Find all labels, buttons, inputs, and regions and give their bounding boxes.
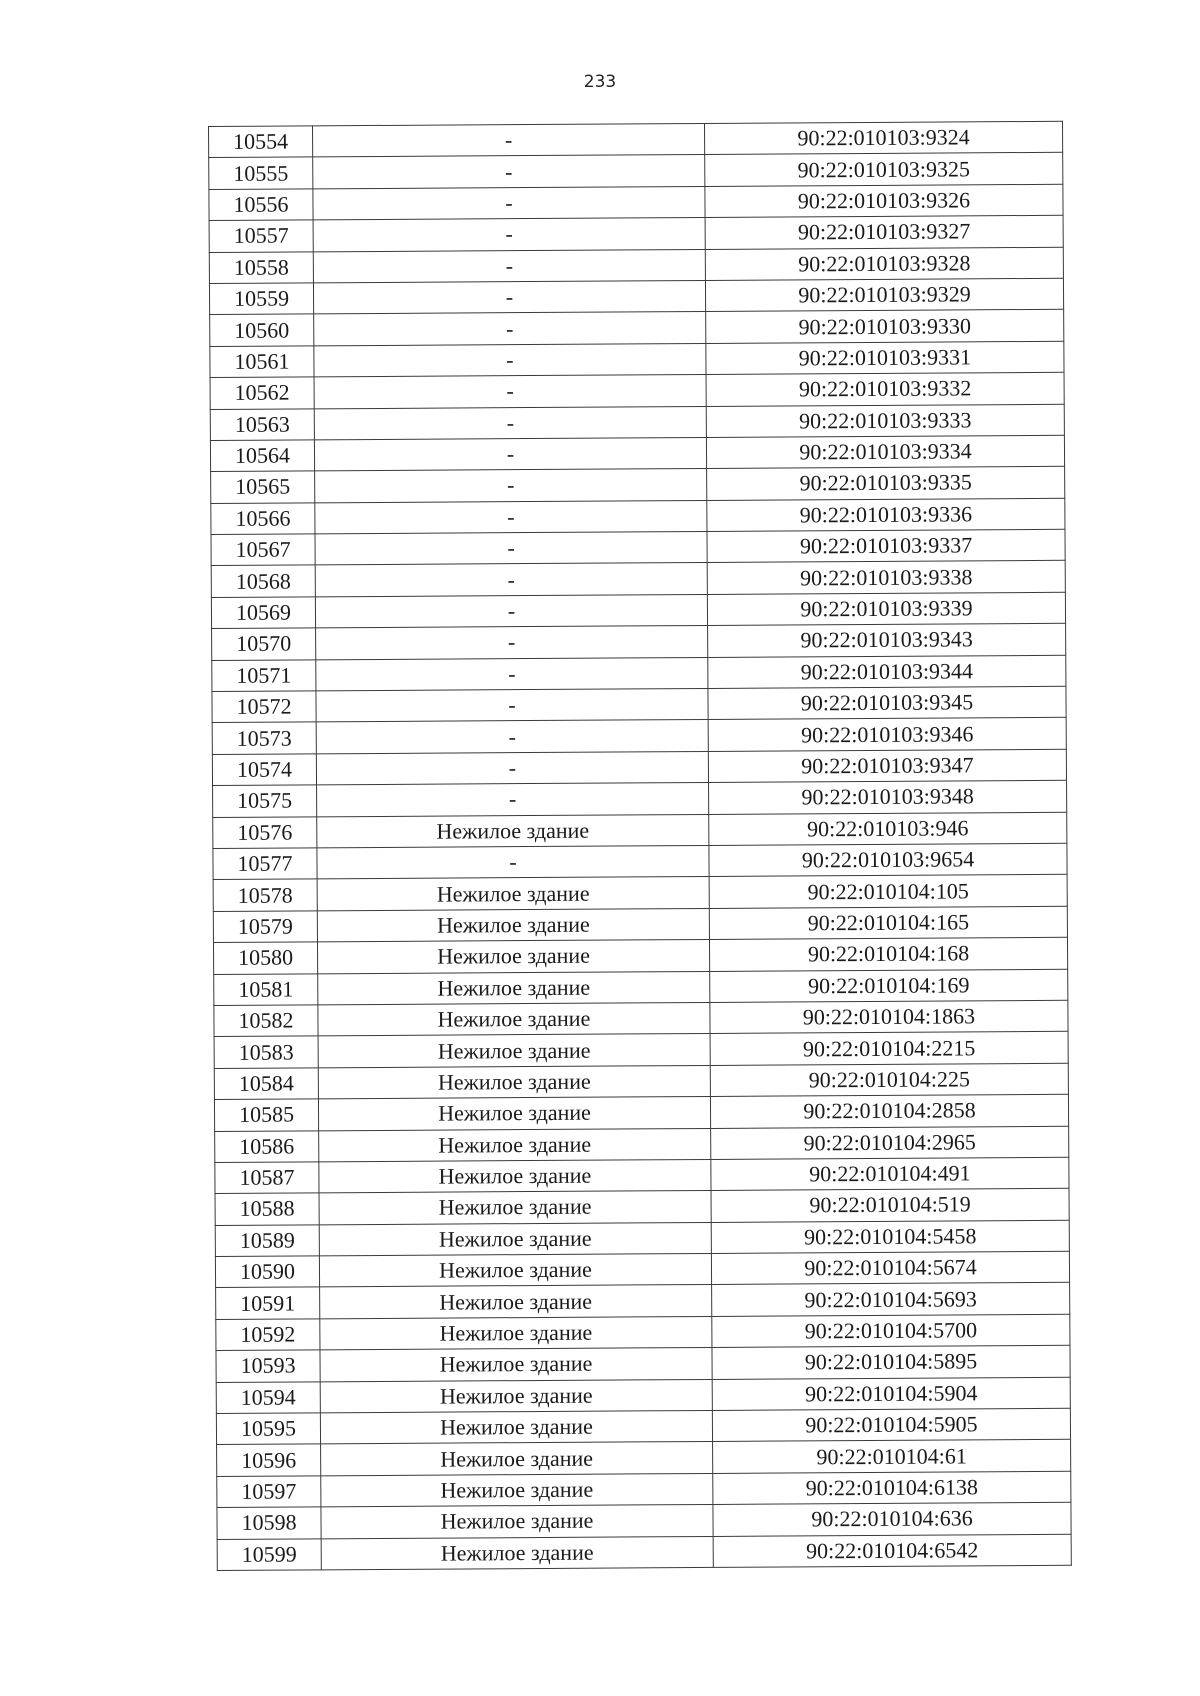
row-number-cell: 10555 [209, 157, 313, 189]
table-row [211, 498, 1065, 535]
object-name-cell: Нежилое здание [317, 940, 709, 974]
cadastral-number-cell: 90:22:010104:5700 [712, 1314, 1070, 1348]
object-name-cell: Нежилое здание [318, 971, 710, 1005]
table-row [209, 215, 1063, 252]
row-number-cell: 10564 [210, 440, 314, 472]
object-name-cell: - [313, 218, 705, 252]
row-number-cell: 10575 [213, 785, 317, 817]
row-number-cell: 10586 [215, 1130, 319, 1162]
row-number-cell: 10570 [212, 628, 316, 660]
cadastral-number-cell: 90:22:010104:5895 [712, 1345, 1070, 1379]
row-number-cell: 10577 [213, 848, 317, 880]
object-name-cell: - [313, 123, 705, 157]
table-row [216, 1314, 1070, 1351]
object-name-cell: - [317, 783, 709, 817]
row-number-cell: 10583 [214, 1036, 318, 1068]
row-number-cell: 10563 [210, 408, 314, 440]
cadastral-number-cell: 90:22:010104:2858 [710, 1094, 1068, 1128]
object-name-cell: - [314, 437, 706, 471]
row-number-cell: 10566 [211, 503, 315, 535]
object-name-cell: - [316, 751, 708, 785]
object-name-cell: Нежилое здание [319, 1159, 711, 1193]
cadastral-number-cell: 90:22:010104:2215 [710, 1032, 1068, 1066]
table-row [212, 655, 1066, 692]
table-row [215, 1251, 1069, 1288]
table-row [215, 1157, 1069, 1194]
row-number-cell: 10593 [216, 1350, 320, 1382]
object-name-cell: Нежилое здание [318, 1097, 710, 1131]
cadastral-number-cell: 90:22:010104:6138 [713, 1471, 1071, 1505]
object-name-cell: Нежилое здание [317, 908, 709, 942]
object-name-cell: Нежилое здание [319, 1191, 711, 1225]
object-name-cell: Нежилое здание [321, 1505, 713, 1539]
row-number-cell: 10597 [217, 1476, 321, 1508]
object-name-cell: Нежилое здание [320, 1379, 712, 1413]
cadastral-number-cell: 90:22:010103:9332 [706, 372, 1064, 406]
row-number-cell: 10591 [216, 1287, 320, 1319]
row-number-cell: 10598 [217, 1507, 321, 1539]
cadastral-number-cell: 90:22:010103:9326 [705, 184, 1063, 218]
object-name-cell: - [314, 375, 706, 409]
table-row [209, 278, 1063, 315]
table-row [211, 592, 1065, 629]
table-row [215, 1189, 1069, 1226]
row-number-cell: 10557 [209, 220, 313, 252]
page-number: 233 [583, 72, 617, 92]
row-number-cell: 10588 [215, 1193, 319, 1225]
object-name-cell: Нежилое здание [319, 1222, 711, 1256]
object-name-cell: - [317, 845, 709, 879]
row-number-cell: 10573 [212, 722, 316, 754]
object-name-cell: - [314, 312, 706, 346]
registry-table [208, 121, 1072, 1571]
row-number-cell: 10556 [209, 189, 313, 221]
object-name-cell: - [313, 186, 705, 220]
cadastral-number-cell: 90:22:010104:636 [713, 1502, 1071, 1536]
table-row [214, 1032, 1068, 1069]
table-row [213, 875, 1067, 912]
cadastral-number-cell: 90:22:010103:9654 [709, 843, 1067, 877]
cadastral-number-cell: 90:22:010103:9333 [706, 404, 1064, 438]
object-name-cell: - [313, 155, 705, 189]
cadastral-number-cell: 90:22:010103:9334 [706, 435, 1064, 469]
cadastral-number-cell: 90:22:010103:9330 [706, 310, 1064, 344]
table-row [209, 247, 1063, 284]
table-row [214, 1000, 1068, 1037]
table-row [212, 749, 1066, 786]
row-number-cell: 10589 [215, 1225, 319, 1257]
table-row [214, 969, 1068, 1006]
row-number-cell: 10561 [210, 346, 314, 378]
cadastral-number-cell: 90:22:010104:225 [710, 1063, 1068, 1097]
row-number-cell: 10582 [214, 1005, 318, 1037]
table-row [211, 561, 1065, 598]
row-number-cell: 10562 [210, 377, 314, 409]
object-name-cell: - [316, 688, 708, 722]
object-name-cell: Нежилое здание [320, 1348, 712, 1382]
row-number-cell: 10568 [211, 565, 315, 597]
row-number-cell: 10592 [216, 1319, 320, 1351]
object-name-cell: - [315, 594, 707, 628]
cadastral-number-cell: 90:22:010104:1863 [710, 1000, 1068, 1034]
row-number-cell: 10599 [217, 1538, 321, 1570]
cadastral-number-cell: 90:22:010104:165 [709, 906, 1067, 940]
row-number-cell: 10578 [213, 879, 317, 911]
table-row [216, 1408, 1070, 1445]
row-number-cell: 10565 [211, 471, 315, 503]
cadastral-number-cell: 90:22:010103:9329 [705, 278, 1063, 312]
object-name-cell: - [316, 657, 708, 691]
row-number-cell: 10576 [213, 816, 317, 848]
row-number-cell: 10581 [214, 973, 318, 1005]
cadastral-number-cell: 90:22:010103:9345 [708, 686, 1066, 720]
table-row [210, 341, 1064, 378]
cadastral-number-cell: 90:22:010103:9338 [707, 561, 1065, 595]
table-row [211, 529, 1065, 566]
row-number-cell: 10595 [216, 1413, 320, 1445]
table-row [212, 686, 1066, 723]
object-name-cell: Нежилое здание [317, 814, 709, 848]
table-row [209, 121, 1063, 158]
table-row [217, 1502, 1071, 1539]
cadastral-number-cell: 90:22:010103:9343 [708, 624, 1066, 658]
row-number-cell: 10585 [214, 1099, 318, 1131]
cadastral-number-cell: 90:22:010104:61 [713, 1440, 1071, 1474]
cadastral-number-cell: 90:22:010103:9335 [707, 467, 1065, 501]
row-number-cell: 10580 [213, 942, 317, 974]
object-name-cell: Нежилое здание [319, 1254, 711, 1288]
object-name-cell: Нежилое здание [319, 1128, 711, 1162]
row-number-cell: 10569 [211, 597, 315, 629]
object-name-cell: Нежилое здание [317, 877, 709, 911]
row-number-cell: 10572 [212, 691, 316, 723]
table-row [213, 843, 1067, 880]
table-row [214, 1063, 1068, 1100]
row-number-cell: 10596 [217, 1444, 321, 1476]
table-row [212, 718, 1066, 755]
object-name-cell: - [313, 249, 705, 283]
row-number-cell: 10559 [209, 283, 313, 315]
row-number-cell: 10567 [211, 534, 315, 566]
object-name-cell: Нежилое здание [321, 1442, 713, 1476]
object-name-cell: Нежилое здание [318, 1002, 710, 1036]
cadastral-number-cell: 90:22:010103:9327 [705, 215, 1063, 249]
object-name-cell: Нежилое здание [320, 1410, 712, 1444]
cadastral-number-cell: 90:22:010103:9325 [705, 153, 1063, 187]
table-row [210, 404, 1064, 441]
cadastral-number-cell: 90:22:010104:491 [711, 1157, 1069, 1191]
table-row [210, 372, 1064, 409]
row-number-cell: 10584 [214, 1068, 318, 1100]
object-name-cell: - [315, 532, 707, 566]
cadastral-number-cell: 90:22:010103:9347 [708, 749, 1066, 783]
object-name-cell: - [316, 720, 708, 754]
cadastral-number-cell: 90:22:010104:168 [709, 937, 1067, 971]
cadastral-number-cell: 90:22:010103:9337 [707, 529, 1065, 563]
cadastral-number-cell: 90:22:010104:6542 [713, 1534, 1071, 1568]
row-number-cell: 10574 [212, 754, 316, 786]
cadastral-number-cell: 90:22:010103:9324 [704, 121, 1062, 155]
cadastral-number-cell: 90:22:010103:9344 [708, 655, 1066, 689]
object-name-cell: - [313, 280, 705, 314]
table-row [216, 1283, 1070, 1320]
cadastral-number-cell: 90:22:010103:9339 [707, 592, 1065, 626]
table-row [213, 906, 1067, 943]
table-row [212, 624, 1066, 661]
table-row [210, 435, 1064, 472]
table-row [213, 937, 1067, 974]
cadastral-number-cell: 90:22:010104:519 [711, 1189, 1069, 1223]
table-row [211, 467, 1065, 504]
cadastral-number-cell: 90:22:010103:9346 [708, 718, 1066, 752]
table-row [217, 1471, 1071, 1508]
table-row [210, 310, 1064, 347]
row-number-cell: 10560 [210, 314, 314, 346]
cadastral-number-cell: 90:22:010103:9348 [709, 780, 1067, 814]
object-name-cell: Нежилое здание [320, 1316, 712, 1350]
table-row [216, 1345, 1070, 1382]
table-row [215, 1126, 1069, 1163]
cadastral-number-cell: 90:22:010103:9336 [707, 498, 1065, 532]
object-name-cell: - [314, 406, 706, 440]
row-number-cell: 10579 [213, 911, 317, 943]
registry-table-container [208, 126, 1062, 1571]
object-name-cell: - [315, 563, 707, 597]
table-row [215, 1220, 1069, 1257]
cadastral-number-cell: 90:22:010103:9331 [706, 341, 1064, 375]
cadastral-number-cell: 90:22:010104:5905 [712, 1408, 1070, 1442]
table-row [217, 1440, 1071, 1477]
table-row [209, 184, 1063, 221]
row-number-cell: 10587 [215, 1162, 319, 1194]
cadastral-number-cell: 90:22:010103:9328 [705, 247, 1063, 281]
cadastral-number-cell: 90:22:010104:5904 [712, 1377, 1070, 1411]
table-row [209, 153, 1063, 190]
cadastral-number-cell: 90:22:010104:5693 [712, 1283, 1070, 1317]
row-number-cell: 10554 [209, 126, 313, 158]
row-number-cell: 10571 [212, 659, 316, 691]
object-name-cell: - [316, 626, 708, 660]
object-name-cell: - [315, 469, 707, 503]
row-number-cell: 10558 [209, 251, 313, 283]
object-name-cell: - [314, 343, 706, 377]
cadastral-number-cell: 90:22:010104:169 [710, 969, 1068, 1003]
cadastral-number-cell: 90:22:010104:5674 [711, 1251, 1069, 1285]
row-number-cell: 10594 [216, 1381, 320, 1413]
table-row [216, 1377, 1070, 1414]
row-number-cell: 10590 [215, 1256, 319, 1288]
table-row [213, 780, 1067, 817]
table-row [214, 1094, 1068, 1131]
object-name-cell: Нежилое здание [318, 1065, 710, 1099]
cadastral-number-cell: 90:22:010104:2965 [711, 1126, 1069, 1160]
object-name-cell: Нежилое здание [318, 1034, 710, 1068]
cadastral-number-cell: 90:22:010104:105 [709, 875, 1067, 909]
object-name-cell: Нежилое здание [321, 1473, 713, 1507]
table-row [213, 812, 1067, 849]
object-name-cell: - [315, 500, 707, 534]
cadastral-number-cell: 90:22:010104:5458 [711, 1220, 1069, 1254]
object-name-cell: Нежилое здание [320, 1285, 712, 1319]
table-row [217, 1534, 1071, 1571]
object-name-cell: Нежилое здание [321, 1536, 713, 1570]
table-body [209, 121, 1072, 1570]
cadastral-number-cell: 90:22:010103:946 [709, 812, 1067, 846]
